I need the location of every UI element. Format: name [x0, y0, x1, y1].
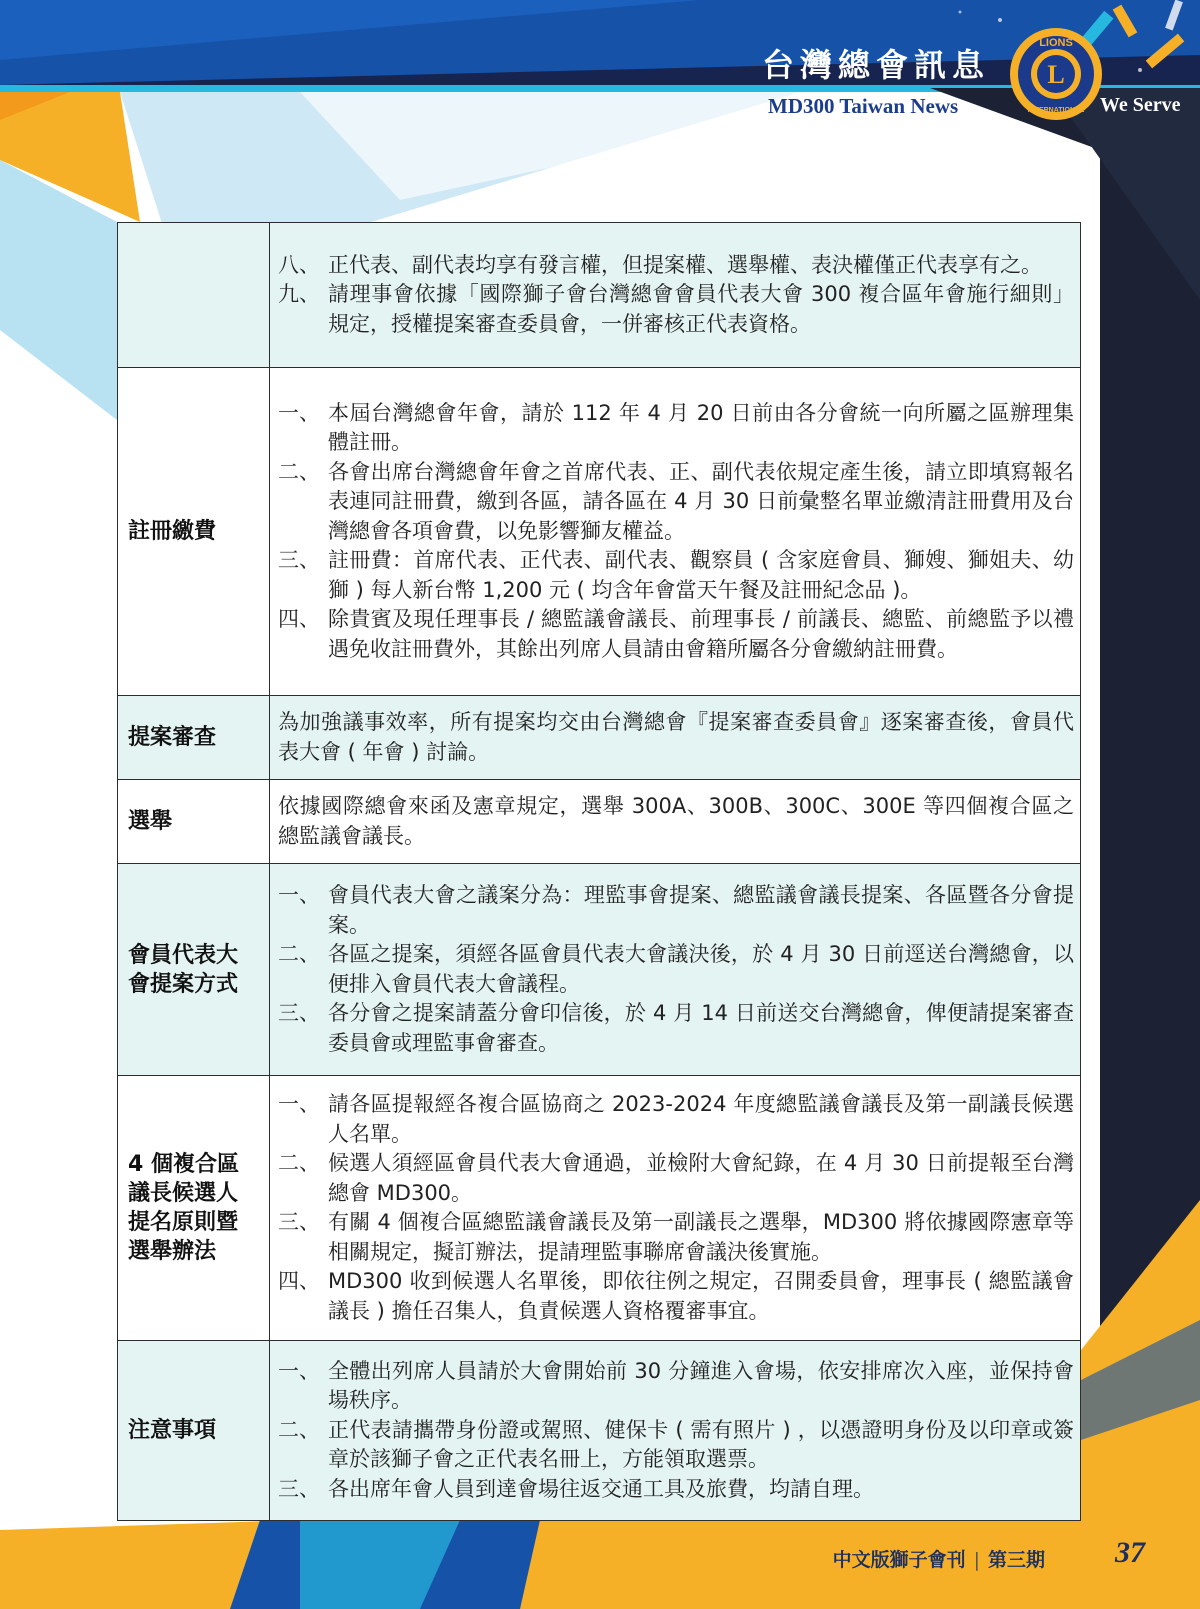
row-paragraph: 為加強議事效率，所有提案均交由台灣總會『提案審查委員會』逐案審查後，會員代表大會 ( 年會 ) 討論。 — [278, 710, 1074, 764]
table-row — [118, 864, 1081, 1076]
list-item — [278, 1208, 1074, 1267]
table-row — [118, 1076, 1081, 1341]
row-body — [270, 1341, 1081, 1521]
meeting-rules-table — [117, 222, 1081, 1521]
item-text: 除貴賓及現任理事長 / 總監議會議長、前理事長 / 前議長、總監、前總監予以禮遇免收註冊費外，其餘出列席人員請由會籍所屬各分會繳納註冊費。 — [328, 607, 1074, 661]
row-label: 提案審查 — [118, 696, 270, 780]
row-body — [270, 223, 1081, 368]
list-item — [278, 251, 1074, 281]
list-item — [278, 458, 1074, 547]
list-item — [278, 1149, 1074, 1208]
item-number: 一、 — [278, 1358, 320, 1383]
list-item — [278, 881, 1074, 940]
item-number: 四、 — [278, 607, 320, 632]
item-number: 二、 — [278, 459, 320, 484]
row-body — [270, 780, 1081, 864]
item-number: 一、 — [278, 400, 320, 425]
item-text: 註冊費：首席代表、正代表、副代表、觀察員 ( 含家庭會員、獅嫂、獅姐夫、幼獅 ) 每人新台幣 1,200 元 ( 均含年會當天午餐及註冊紀念品 )。 — [328, 548, 1074, 602]
row-label: 選舉 — [118, 780, 270, 864]
list-item — [278, 546, 1074, 605]
item-text: 請各區提報經各複合區協商之 2023-2024 年度總監議會議長及第一副議長候選人名單。 — [328, 1092, 1074, 1146]
item-text: 會員代表大會之議案分為：理監事會提案、總監議會議長提案、各區暨各分會提案。 — [328, 883, 1074, 937]
item-text: 有關 4 個複合區總監議會議長及第一副議長之選舉，MD300 將依據國際憲章等相關規定，擬訂辦法，提請理監事聯席會議決後實施。 — [328, 1210, 1074, 1264]
item-number: 一、 — [278, 883, 320, 907]
item-number: 三、 — [278, 1001, 320, 1025]
item-number: 八、 — [278, 252, 320, 277]
item-number: 三、 — [278, 548, 320, 573]
item-text: 各分會之提案請蓋分會印信後，於 4 月 14 日前送交台灣總會，俾便請提案審查委員會或理監事會審查。 — [328, 1001, 1074, 1055]
table-row — [118, 696, 1081, 780]
lions-logo-icon — [1008, 26, 1104, 122]
item-text: 各區之提案，須經各區會員代表大會議決後，於 4 月 30 日前逕送台灣總會，以便排入會員代表大會議程。 — [328, 942, 1074, 996]
publication-name: 中文版獅子會刊 — [832, 1549, 966, 1571]
row-body — [270, 696, 1081, 780]
item-number: 一、 — [278, 1092, 320, 1116]
list-item — [278, 399, 1074, 458]
table-row — [118, 223, 1081, 368]
item-text: 正代表請攜帶身份證或駕照、健保卡 ( 需有照片 ) ，以憑證明身份及以印章或簽章於該獅子會之正代表名冊上，方能領取選票。 — [328, 1417, 1074, 1472]
item-number: 四、 — [278, 1269, 320, 1293]
item-number: 三、 — [278, 1476, 320, 1501]
svg-text:L: L — [1047, 60, 1065, 89]
svg-text:LIONS: LIONS — [1039, 37, 1073, 49]
item-number: 二、 — [278, 942, 320, 966]
svg-text:INTERNATIONAL: INTERNATIONAL — [1027, 107, 1085, 114]
item-number: 二、 — [278, 1151, 320, 1175]
row-label: 4 個複合區議長候選人提名原則暨選舉辦法 — [118, 1076, 270, 1341]
footer-publication — [833, 1545, 1045, 1572]
item-number: 九、 — [278, 282, 320, 307]
page-number: 37 — [1115, 1536, 1145, 1569]
item-number: 二、 — [278, 1417, 320, 1442]
item-text: 請理事會依據「國際獅子會台灣總會會員代表大會 300 複合區年會施行細則」規定，授權提案審查委員會，一併審核正代表資格。 — [328, 282, 1074, 336]
issue-label: 第三期 — [987, 1549, 1045, 1571]
header-subtitle: MD300 Taiwan News — [768, 94, 959, 118]
list-item — [278, 605, 1074, 664]
item-text: 正代表、副代表均享有發言權，但提案權、選舉權、表決權僅正代表享有之。 — [328, 252, 1042, 277]
table-row — [118, 368, 1081, 696]
we-serve-text: We Serve — [1100, 94, 1181, 116]
item-text: 各出席年會人員到達會場往返交通工具及旅費，均請自理。 — [328, 1476, 874, 1501]
item-text: 全體出列席人員請於大會開始前 30 分鐘進入會場，依安排席次入座，並保持會場秩序。 — [328, 1358, 1074, 1413]
table-row — [118, 780, 1081, 864]
item-text: 本屆台灣總會年會，請於 112 年 4 月 20 日前由各分會統一向所屬之區辦理集體註冊。 — [328, 400, 1074, 455]
header-title: 台灣總會訊息 — [762, 46, 991, 84]
row-paragraph: 依據國際總會來函及憲章規定，選舉 300A、300B、300C、300E 等四個複合區之總監議會議長。 — [278, 794, 1074, 848]
list-item — [278, 1090, 1074, 1149]
list-item — [278, 940, 1074, 999]
list-item — [278, 999, 1074, 1058]
row-label: 會員代表大會提案方式 — [118, 864, 270, 1076]
item-number: 三、 — [278, 1210, 320, 1234]
row-body — [270, 1076, 1081, 1341]
row-label: 註冊繳費 — [118, 368, 270, 696]
item-text: 各會出席台灣總會年會之首席代表、正、副代表依規定產生後，請立即填寫報名表連同註冊費，繳到各區，請各區在 4 月 30 日前彙整名單並繳清註冊費用及台灣總會各項會費，以免影響獅友權益。 — [328, 459, 1074, 543]
item-text: 候選人須經區會員代表大會通過，並檢附大會紀錄，在 4 月 30 日前提報至台灣總會 MD300。 — [328, 1151, 1074, 1205]
item-text: MD300 收到候選人名單後，即依往例之規定，召開委員會，理事長 ( 總監議會議長 ) 擔任召集人，負責候選人資格覆審事宜。 — [328, 1269, 1074, 1323]
list-item — [278, 1416, 1074, 1475]
table-row — [118, 1341, 1081, 1521]
row-label: 注意事項 — [118, 1341, 270, 1521]
list-item — [278, 1357, 1074, 1416]
row-body — [270, 368, 1081, 696]
list-item — [278, 1267, 1074, 1326]
row-label — [118, 223, 270, 368]
footer-separator: | — [973, 1549, 980, 1571]
list-item — [278, 1475, 1074, 1505]
list-item — [278, 280, 1074, 339]
row-body — [270, 864, 1081, 1076]
